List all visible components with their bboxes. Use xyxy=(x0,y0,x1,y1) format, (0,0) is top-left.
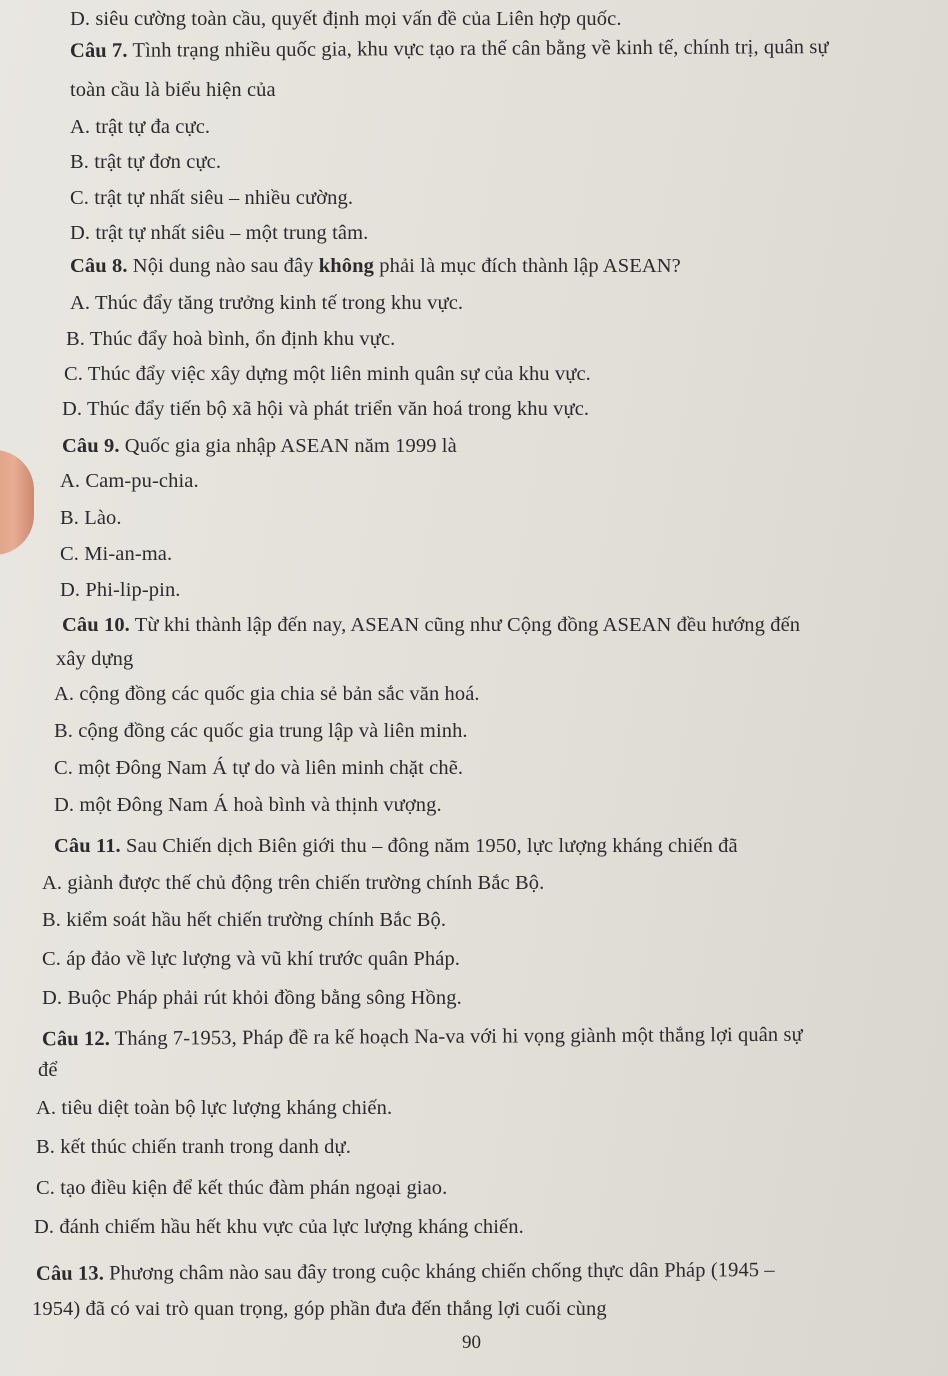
option-a: A. Cam-pu-chia. xyxy=(60,470,199,492)
option-d: D. một Đông Nam Á hoà bình và thịnh vượng. xyxy=(54,794,442,816)
option-d: D. đánh chiếm hầu hết khu vực của lực lượng kháng chiến. xyxy=(34,1216,524,1238)
option-line: D. siêu cường toàn cầu, quyết định mọi vấn đề của Liên hợp quốc. xyxy=(70,8,622,30)
question-label: Câu 12. xyxy=(41,1027,110,1051)
question-text-line: để xyxy=(38,1059,58,1081)
option-d: D. Buộc Pháp phải rút khỏi đồng bằng sông Hồng. xyxy=(42,987,462,1009)
option-c: C. Thúc đẩy việc xây dựng một liên minh quân sự của khu vực. xyxy=(64,363,591,385)
question-8-line: Câu 8. Nội dung nào sau đây không phải là mục đích thành lập ASEAN? xyxy=(70,255,681,277)
question-7-line: Câu 7. Tình trạng nhiều quốc gia, khu vực tạo ra thế cân bằng về kinh tế, chính trị, quân sự xyxy=(69,36,829,62)
question-9-line: Câu 9. Quốc gia gia nhập ASEAN năm 1999 là xyxy=(62,435,457,457)
option-a: A. giành được thế chủ động trên chiến trường chính Bắc Bộ. xyxy=(42,872,545,894)
question-label: Câu 10. xyxy=(62,614,130,636)
question-label: Câu 9. xyxy=(62,435,120,457)
option-b: B. Lào. xyxy=(60,507,122,529)
question-12-line: Câu 12. Tháng 7-1953, Pháp đề ra kế hoạch Na-va với hi vọng giành một thắng lợi quân sự xyxy=(41,1023,803,1051)
option-a: A. cộng đồng các quốc gia chia sẻ bản sắc văn hoá. xyxy=(54,683,480,705)
option-c: C. tạo điều kiện để kết thúc đàm phán ngoại giao. xyxy=(36,1177,448,1199)
option-b: B. Thúc đẩy hoà bình, ổn định khu vực. xyxy=(66,328,396,350)
option-b: B. kiểm soát hầu hết chiến trường chính Bắc Bộ. xyxy=(42,909,447,931)
option-a: A. tiêu diệt toàn bộ lực lượng kháng chiến. xyxy=(36,1097,393,1119)
option-c: C. Mi-an-ma. xyxy=(60,543,173,565)
option-b: B. cộng đồng các quốc gia trung lập và liên minh. xyxy=(54,720,468,742)
option-a: A. trật tự đa cực. xyxy=(70,116,211,138)
question-10-line: Câu 10. Từ khi thành lập đến nay, ASEAN cũng như Cộng đồng ASEAN đều hướng đến xyxy=(62,614,801,636)
question-text-line: 1954) đã có vai trò quan trọng, góp phần đưa đến thắng lợi cuối cùng xyxy=(32,1298,607,1320)
option-d: D. trật tự nhất siêu – một trung tâm. xyxy=(70,222,369,244)
question-text-line: toàn cầu là biểu hiện của xyxy=(70,79,276,101)
emphasis-not: không xyxy=(318,255,375,277)
page-number: 90 xyxy=(462,1332,481,1353)
question-label: Câu 8. xyxy=(70,255,128,277)
question-label: Câu 11. xyxy=(54,835,121,857)
question-label: Câu 7. xyxy=(69,39,128,62)
option-d: D. Thúc đẩy tiến bộ xã hội và phát triển văn hoá trong khu vực. xyxy=(62,398,590,420)
question-13-line: Câu 13. Phương châm nào sau đây trong cuộc kháng chiến chống thực dân Pháp (1945 – xyxy=(35,1259,775,1285)
option-a: A. Thúc đẩy tăng trưởng kinh tế trong khu vực. xyxy=(70,292,464,314)
option-b: B. trật tự đơn cực. xyxy=(70,151,222,173)
question-text-line: xây dựng xyxy=(56,648,134,670)
question-label: Câu 13. xyxy=(35,1262,104,1285)
option-c: C. một Đông Nam Á tự do và liên minh chặt chẽ. xyxy=(54,757,464,779)
option-c: C. áp đảo về lực lượng và vũ khí trước quân Pháp. xyxy=(42,948,461,970)
question-11-line: Câu 11. Sau Chiến dịch Biên giới thu – đông năm 1950, lực lượng kháng chiến đã xyxy=(54,835,738,857)
finger-shadow xyxy=(0,450,34,555)
option-d: D. Phi-lip-pin. xyxy=(60,579,181,601)
option-b: B. kết thúc chiến tranh trong danh dự. xyxy=(36,1136,351,1158)
option-c: C. trật tự nhất siêu – nhiều cường. xyxy=(70,187,354,209)
